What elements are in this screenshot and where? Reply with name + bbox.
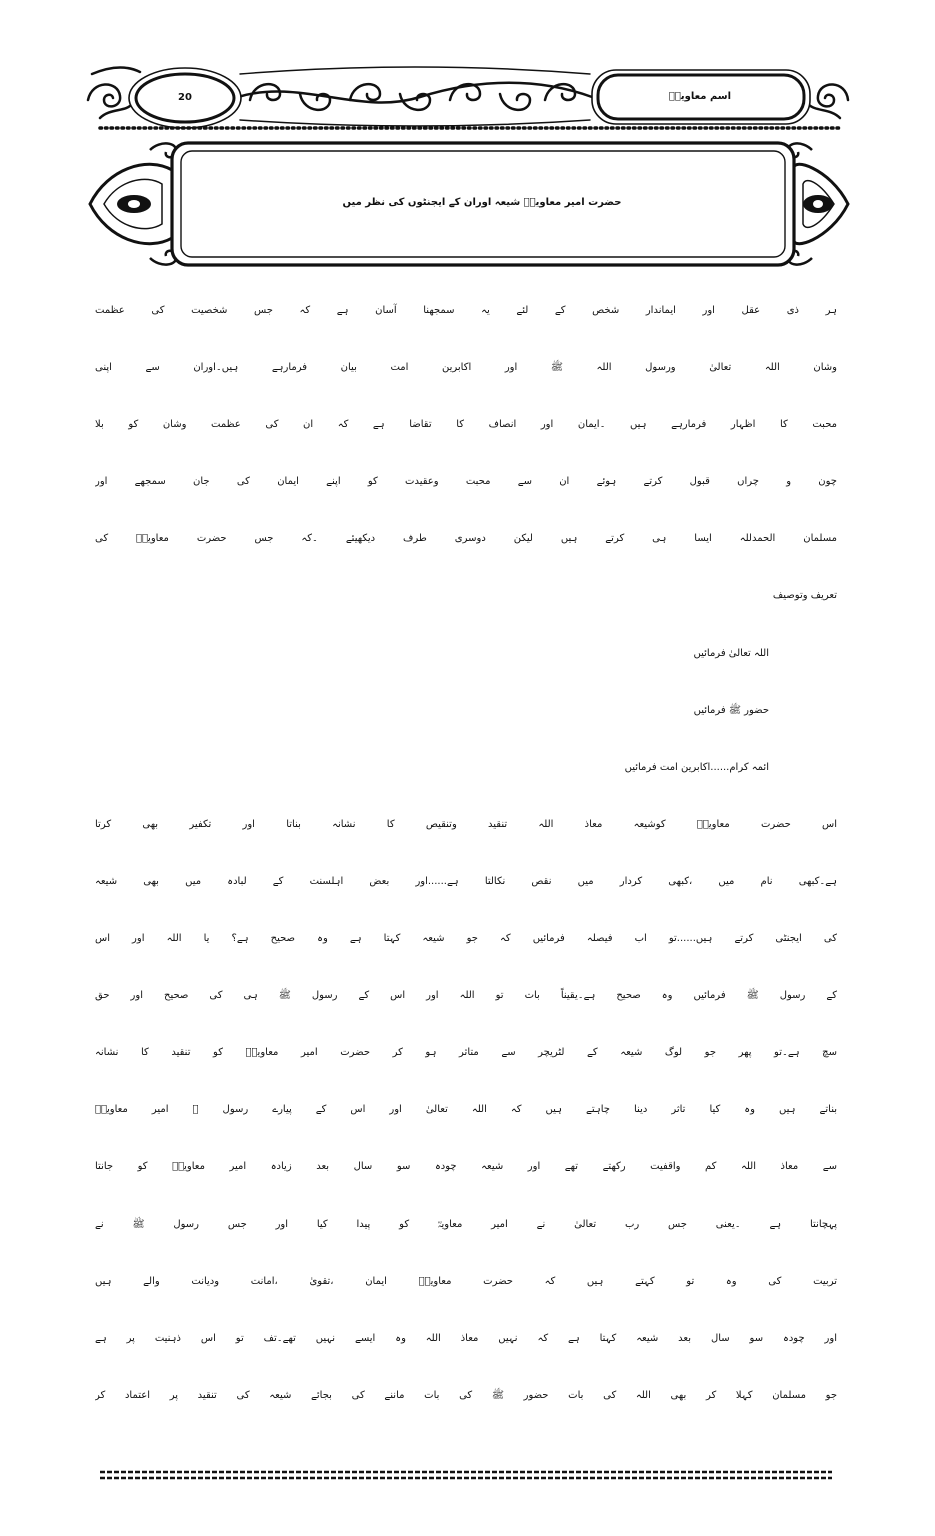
body-line: کے رسول ﷺ فرمائیں وہ صحیح ہے۔یقیناً بات تو اللہ اور اس کے رسول ﷺ ہی کی صحیح اور حق [95, 990, 837, 1002]
running-title: اسم معاویہؓ [668, 91, 732, 102]
body-line: مسلمان الحمدللہ ایسا ہی کرتے ہیں لیکن دوسری طرف دیکھیئے ۔کہ جس حضرت معاویہؓ کی [95, 533, 837, 545]
body-line: پہچانتا ہے ۔یعنی جس رب تعالیٰ نے امیر معاویہؓ کو پیدا کیا اور جس رسول ﷺ نے [95, 1218, 837, 1230]
body-line: محبت کا اظہار فرمارہے ہیں ۔ایمان اور انصاف کا تقاضا ہے کہ ان کی عظمت وشان کو بلا [95, 419, 837, 431]
scroll-ornament [350, 84, 380, 100]
body-line: ہر ذی عقل اور ایماندار شخص کے لئے یہ سمجھنا آسان ہے کہ جس شخصیت کی عظمت [95, 305, 837, 316]
quoted-line: ائمہ کرام......اکابرین امت فرمائیں [624, 761, 769, 773]
cartouche-left-eye-pupil [128, 200, 140, 208]
body-line: چون و چراں قبول کرتے ہوئے ان سے محبت وعقیدت کو اپنے ایمان کی جان سمجھے اور [95, 476, 837, 488]
header-band-left-curl [88, 84, 120, 106]
body-line: تربیت کی وہ تو کہتے ہیں کہ حضرت معاویہؓ ایمان ،تقویٰ ،امانت ودیانت والے ہیں [95, 1275, 837, 1287]
header-band-right-curl [818, 84, 848, 106]
quoted-line: اللہ تعالیٰ فرمائیں [693, 647, 769, 659]
body-line: سچ ہے۔تو پھر جو لوگ شیعہ کے لٹریچر سے متاثر ہو کر حضرت امیر معاویہؓ کو تنقید کا نشانہ [95, 1047, 837, 1059]
scroll-band [238, 83, 592, 103]
page-number: 20 [178, 92, 192, 103]
chapter-title: حضرت امیر معاویہؓ شیعہ اوران کے ایجنٹوں کی نظر میں [342, 197, 622, 208]
scroll-ornament [500, 94, 530, 110]
scroll-band-top [240, 67, 590, 74]
body-line: ہے۔کبھی نام میں ،کبھی کردار میں نقص نکالتا ہے......اور بعض اہلسنت کے لبادہ میں بھی شیعہ [95, 875, 837, 887]
body-line: کی ایجنٹی کرتے ہیں......تو اب فیصلہ فرمائیں کہ جو شیعہ کہتا ہے وہ صحیح ہے؟ یا اللہ اور اس [95, 933, 837, 945]
body-line: جو مسلمان کہلا کر بھی اللہ کی بات حضور ﷺ کی بات ماننے کی بجائے شیعہ کی تنقید پر اعتماد کر [95, 1389, 837, 1401]
body-line: سے معاذ اللہ کم واقفیت رکھتے تھے اور شیعہ چودہ سو سال بعد زیادہ امیر معاویہؓ کو جانتا [95, 1161, 837, 1173]
body-line: بناتے ہیں وہ کیا تاثر دینا چاہتے ہیں کہ اللہ تعالیٰ اور اس کے پیارے رسول ﷺ امیر معاویہؓ [95, 1104, 837, 1116]
quoted-line: حضور ﷺ فرمائیں [693, 704, 769, 716]
cartouche-right-eye-pupil [813, 200, 823, 208]
body-line: وشان اللہ تعالیٰ ورسول اللہ ﷺ اور اکابرین امت بیان فرمارہے ہیں۔اوران سے اپنی [95, 362, 837, 374]
scroll-band-bottom [240, 120, 590, 126]
body-line: اور چودہ سو سال بعد شیعہ کہتا ہے کہ نہیں معاذ اللہ وہ ایسے نہیں تھے۔تف تو اس ذہنیت پر ہے [95, 1332, 837, 1344]
header-band-top [92, 67, 140, 74]
body-line: اس حضرت معاویہؓ کوشیعہ معاذ اللہ تنقید وتنقیص کا نشانہ بناتا اور تکفیر بھی کرتا [95, 818, 837, 830]
header-scrolls [238, 67, 592, 126]
body-line: تعریف وتوصیف [772, 590, 837, 602]
body-text [95, 282, 837, 1424]
